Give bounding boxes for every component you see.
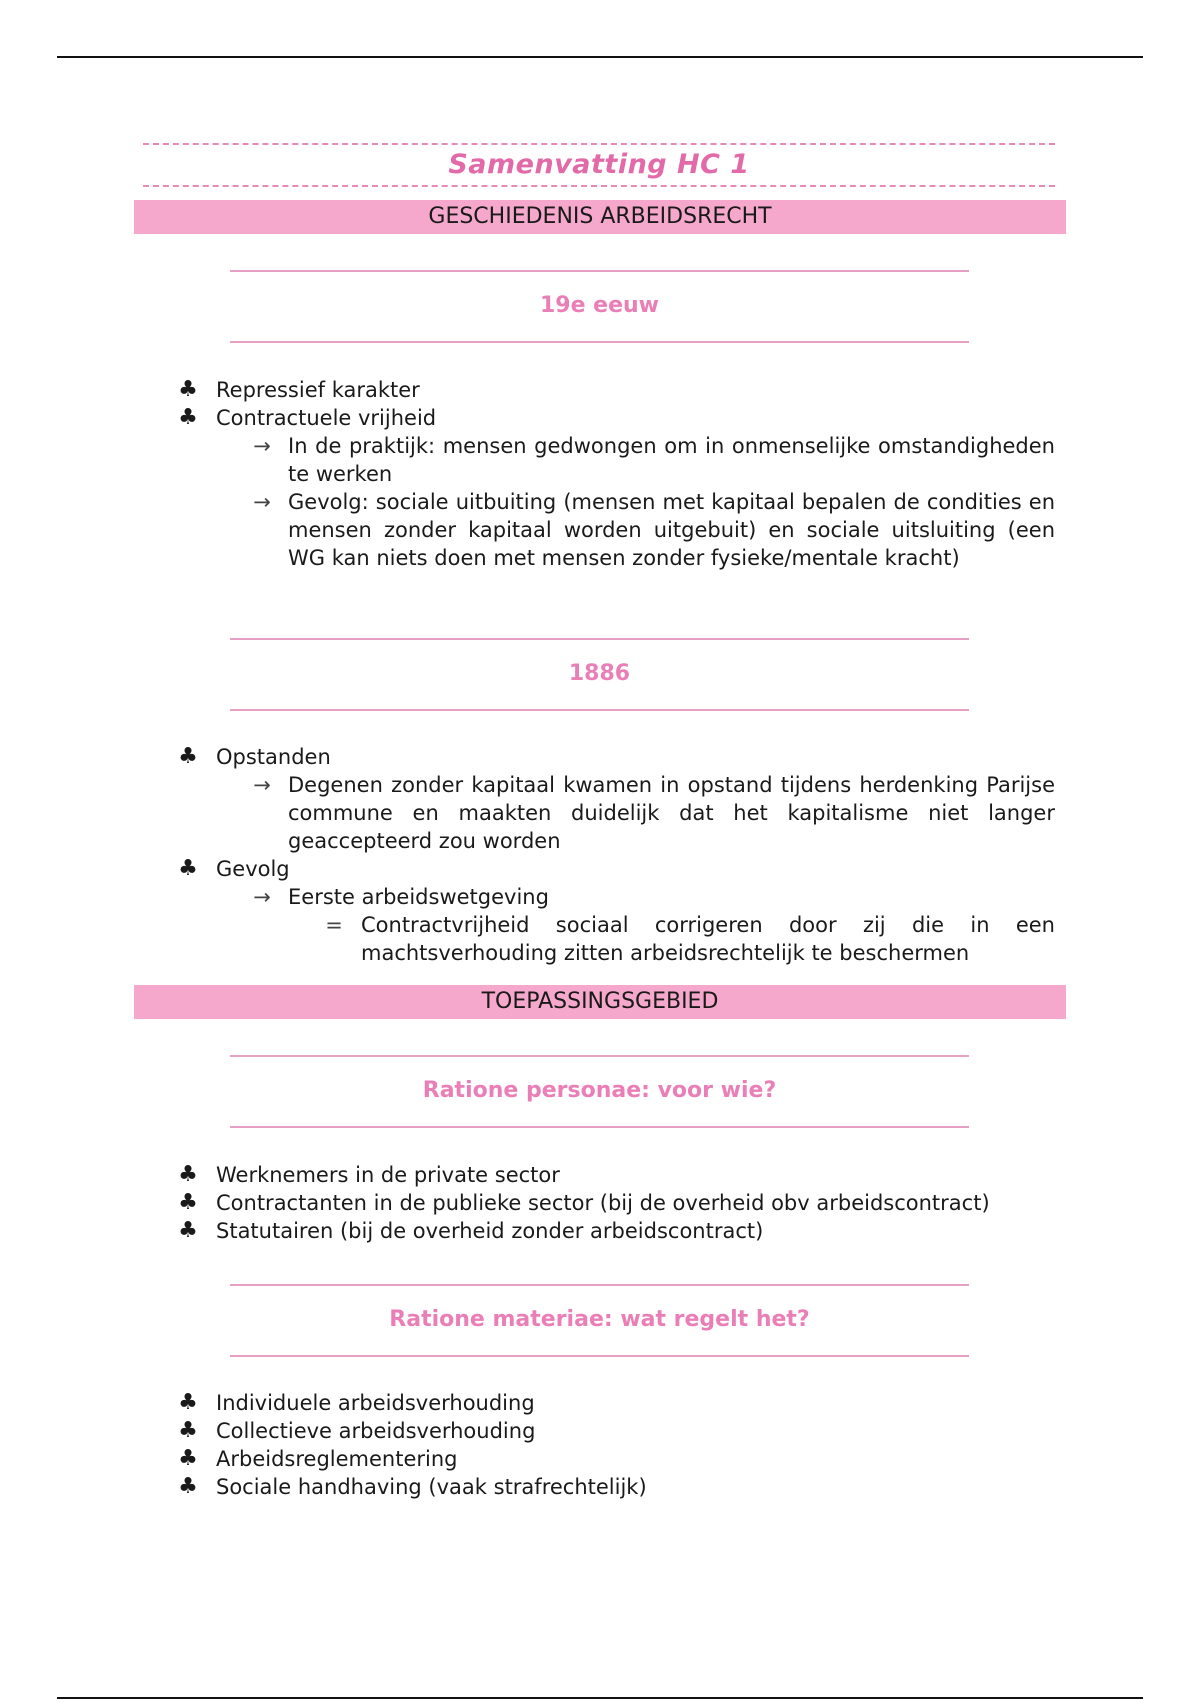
list-item: ♣ Collectieve arbeidsverhouding <box>178 1418 536 1443</box>
list-ratione-personae <box>0 1161 1200 1245</box>
list-item: ♣ Sociale handhaving (vaak strafrechtelijk) <box>178 1474 647 1499</box>
subheading-1886: 1886 <box>230 638 969 711</box>
list-ratione-materiae <box>0 1389 1200 1501</box>
list-item: ♣ Gevolg <box>178 856 290 881</box>
list-item: ♣ Repressief karakter <box>178 377 420 402</box>
subheading-ratione-personae: Ratione personae: voor wie? <box>230 1055 969 1128</box>
list-item: ♣ Arbeidsreglementering <box>178 1446 458 1471</box>
sub-list-item: → In de praktijk: mensen gedwongen om in onmenselijke omstandigheden te werken <box>0 432 1200 488</box>
arrow-right-icon: → <box>253 490 271 514</box>
sub-list-item: → Eerste arbeidswetgeving <box>0 883 1200 911</box>
list-19e-eeuw <box>0 376 1200 572</box>
list-item: ♣ Opstanden <box>178 744 331 769</box>
club-bullet-icon: ♣ <box>178 1474 198 1499</box>
sub-list-item: → Degenen zonder kapitaal kwamen in opstand tijdens herdenking Parijse commune en maakten duidelijk dat het kapitalisme niet langer geaccepteerd zou worden <box>0 771 1200 855</box>
club-bullet-icon: ♣ <box>178 744 198 769</box>
document-title: Samenvatting HC 1 <box>448 149 750 180</box>
club-bullet-icon: ♣ <box>178 405 198 430</box>
arrow-right-icon: → <box>253 773 271 797</box>
list-item: ♣ Statutairen (bij de overheid zonder arbeidscontract) <box>178 1218 764 1243</box>
list-item: ♣ Individuele arbeidsverhouding <box>178 1390 535 1415</box>
club-bullet-icon: ♣ <box>178 1446 198 1471</box>
list-item: ♣ Contractanten in de publieke sector (bij de overheid obv arbeidscontract) <box>178 1190 990 1215</box>
list-item: ♣ Contractuele vrijheid <box>178 405 437 430</box>
list-item: ♣ Werknemers in de private sector <box>178 1162 560 1187</box>
club-bullet-icon: ♣ <box>178 1418 198 1443</box>
section-heading-geschiedenis: GESCHIEDENIS ARBEIDSRECHT <box>134 200 1066 234</box>
section-heading-toepassingsgebied: TOEPASSINGSGEBIED <box>134 985 1066 1019</box>
club-bullet-icon: ♣ <box>178 1390 198 1415</box>
club-bullet-icon: ♣ <box>178 377 198 402</box>
club-bullet-icon: ♣ <box>178 1190 198 1215</box>
page-bottom-rule <box>57 1697 1143 1699</box>
equals-icon: = <box>325 913 343 937</box>
sub-list-item: → Gevolg: sociale uitbuiting (mensen met kapitaal bepalen de condities en mensen zonder kapitaal worden uitgebuit) en sociale uitsluiting (een WG kan niets doen met mensen zonder fysieke/mentale kracht) <box>0 488 1200 572</box>
subheading-19e-eeuw: 19e eeuw <box>230 270 969 343</box>
document-title-box <box>143 143 1055 187</box>
club-bullet-icon: ♣ <box>178 856 198 881</box>
club-bullet-icon: ♣ <box>178 1162 198 1187</box>
arrow-right-icon: → <box>253 885 271 909</box>
list-1886 <box>0 743 1200 967</box>
club-bullet-icon: ♣ <box>178 1218 198 1243</box>
sub-sub-list-item: = Contractvrijheid sociaal corrigeren door zij die in een machtsverhouding zitten arbeidsrechtelijk te beschermen <box>0 911 1200 967</box>
page-top-rule <box>57 56 1143 58</box>
subheading-ratione-materiae: Ratione materiae: wat regelt het? <box>230 1284 969 1357</box>
arrow-right-icon: → <box>253 434 271 458</box>
